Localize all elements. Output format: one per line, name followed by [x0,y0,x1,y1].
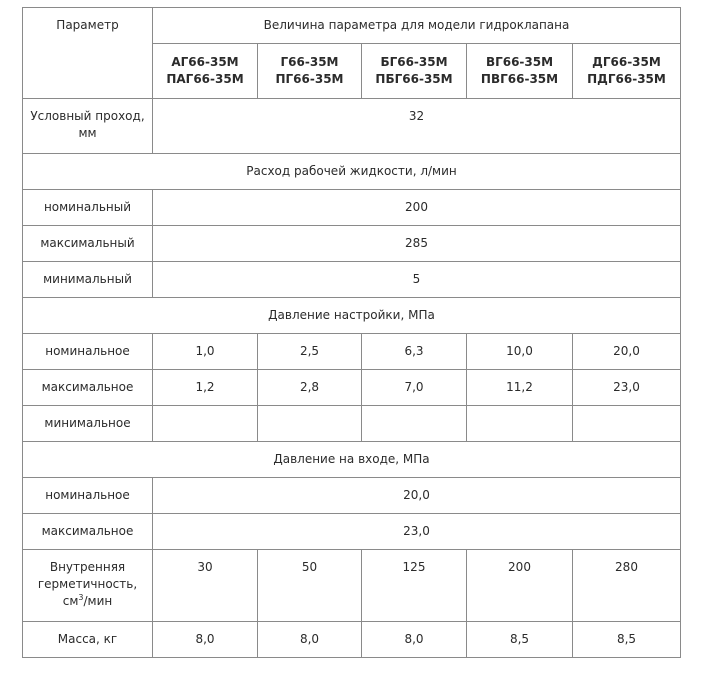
section-title-row [23,442,681,478]
section-title: Расход рабочей жидкости, л/мин [23,154,681,190]
row-value: 200 [467,550,573,622]
row-value [153,406,258,442]
section-title: Давление на входе, МПа [23,442,681,478]
row-value: 6,3 [362,334,467,370]
row-label: минимальный [23,262,153,298]
row-label: максимальное [23,514,153,550]
row-value [258,406,362,442]
model-cell: Г66-35М ПГ66-35М [258,44,362,99]
table-row [23,370,681,406]
row-value [362,406,467,442]
row-value: 8,5 [573,622,681,658]
row-value: 23,0 [573,370,681,406]
table-row [23,478,681,514]
header-row [23,8,681,44]
row-value: 30 [153,550,258,622]
header-value-cell: Величина параметра для модели гидроклапана [153,8,681,44]
row-label: минимальное [23,406,153,442]
row-value [573,406,681,442]
row-value: 1,2 [153,370,258,406]
row-label: номинальное [23,478,153,514]
row-value: 32 [153,99,681,154]
table-row [23,334,681,370]
row-value: 8,5 [467,622,573,658]
row-value: 8,0 [153,622,258,658]
row-label: Условный проход, мм [23,99,153,154]
row-value: 8,0 [362,622,467,658]
row-value: 200 [153,190,681,226]
row-value: 125 [362,550,467,622]
row-value: 10,0 [467,334,573,370]
row-value: 20,0 [573,334,681,370]
tightness-row [23,550,681,622]
row-label: Масса, кг [23,622,153,658]
row-value: 23,0 [153,514,681,550]
table-row [23,514,681,550]
row-label: Внутренняя герметичность, $см^3$/мин [23,550,153,622]
row-label: максимальный [23,226,153,262]
model-cell: АГ66-35М ПАГ66-35М [153,44,258,99]
model-cell: БГ66-35М ПБГ66-35М [362,44,467,99]
row-label: номинальное [23,334,153,370]
table-row [23,190,681,226]
section-title-row [23,298,681,334]
section-title-row [23,154,681,190]
table-row [23,226,681,262]
header-param-cell: Параметр [23,8,153,99]
mass-row [23,622,681,658]
row-value: 2,8 [258,370,362,406]
row-value: 5 [153,262,681,298]
row-label: номинальный [23,190,153,226]
row-value: 1,0 [153,334,258,370]
row-value: 280 [573,550,681,622]
model-cell: ДГ66-35М ПДГ66-35М [573,44,681,99]
table-row [23,406,681,442]
row-value [467,406,573,442]
section-title: Давление настройки, МПа [23,298,681,334]
model-cell: ВГ66-35М ПВГ66-35М [467,44,573,99]
table-row [23,262,681,298]
hydrovalve-parameters-table [22,7,681,658]
row-value: 285 [153,226,681,262]
nominal-bore-row [23,99,681,154]
row-label: максимальное [23,370,153,406]
row-value: 8,0 [258,622,362,658]
row-value: 20,0 [153,478,681,514]
row-value: 7,0 [362,370,467,406]
row-value: 11,2 [467,370,573,406]
row-value: 50 [258,550,362,622]
row-value: 2,5 [258,334,362,370]
